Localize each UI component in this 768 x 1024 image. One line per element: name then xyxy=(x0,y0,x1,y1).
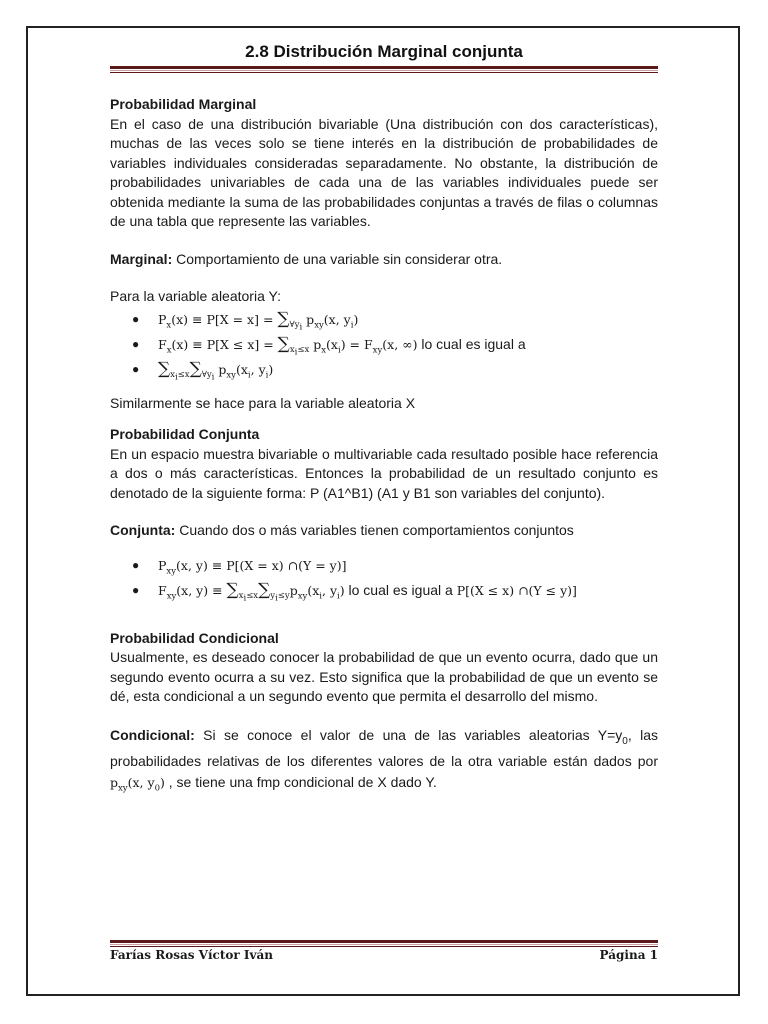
conjunta-def-label: Conjunta: xyxy=(110,522,176,538)
condicional-def-text-a: Si se conoce el valor de una de las variables aleatorias Y=y xyxy=(194,726,623,743)
bullet-icon: ● xyxy=(132,582,140,597)
conjunta-definition xyxy=(110,521,658,541)
bullet-icon: ● xyxy=(132,336,140,351)
page-title: 2.8 Distribución Marginal conjunta xyxy=(245,42,523,61)
marginal-formula-1: ● $P_x(x) \equiv P[X = x] = \sum_{\forall y_i}$ $p_{xy}(x$, $y_i$) xyxy=(132,308,359,333)
marginal-intro: Para la variable aleatoria Y: xyxy=(110,288,281,304)
marginal-heading: Probabilidad Marginal xyxy=(110,96,257,112)
footer-rule xyxy=(110,940,658,947)
marginal-closing: Similarmente se hace para la variable aleatoria X xyxy=(110,394,416,411)
marginal-definition xyxy=(110,250,658,270)
footer-page-number: Página 1 xyxy=(599,948,658,962)
conjunta-def-text: Cuando dos o más variables tienen comportamientos conjuntos xyxy=(175,522,574,538)
marginal-formula-2: ● $F_x(x) \equiv P[X \le x] = \sum_{x_i\le x}$ $p_x(x_i) = F_{xy}(x$, ∞) lo cual es igual a xyxy=(132,333,526,358)
footer-author: Farías Rosas Víctor Iván xyxy=(110,948,273,962)
bullet-icon: ● xyxy=(132,557,140,572)
condicional-heading: Probabilidad Condicional xyxy=(110,629,279,646)
condicional-def-label: Condicional: xyxy=(110,726,195,743)
bullet-icon: ● xyxy=(132,311,140,326)
condicional-def-text-b: , las probabilidades relativas de los diferentes valores de la otra variable están dados por xyxy=(110,726,659,770)
condicional-def-text-c: , se tiene una fmp condicional de X dado Y. xyxy=(164,774,437,791)
condicional-def-sub: 0 xyxy=(622,735,628,747)
conjunta-heading: Probabilidad Conjunta xyxy=(110,426,260,442)
conjunta-f2-suffix: lo cual es igual a xyxy=(344,581,457,598)
condicional-paragraph: Usualmente, es deseado conocer la probabilidad de que un evento ocurra, dado que un segundo evento ocurra a su vez. Esto significa que la probabilidad de que un evento se dé, esta condicional a un segundo evento que permita el desarrollo del mismo. xyxy=(110,649,658,704)
marginal-def-text: Comportamiento de una variable sin considerar otra. xyxy=(172,250,503,267)
condicional-definition: Condicional: Si se conoce el valor de una de las variables aleatorias $Y=y_0$, las probabilidades relativas de los diferentes valores de la otra variable están dados por $p_{xy}(x$, $y_0$) , se tiene una fmp condicional de X dado Y. xyxy=(110,726,659,794)
conjunta-formula-1: ● $P_{xy}(x$, y) ≡ P[(X = x) ∩(Y = y)] xyxy=(132,553,658,578)
page-footer xyxy=(110,948,658,962)
header-rule xyxy=(110,66,658,73)
bullet-icon: ● xyxy=(132,361,140,376)
marginal-formula-3: ● $\sum_{x_i\le x}\sum_{\forall y_i}$ $p_{xy}(x_i$, $y_i$) xyxy=(132,358,274,383)
document-body xyxy=(110,95,658,800)
marginal-f2-suffix: lo cual es igual a xyxy=(417,335,526,352)
marginal-def-label: Marginal: xyxy=(110,250,173,267)
marginal-paragraph: En el caso de una distribución bivariable (Una distribución con dos características), muchas de las veces solo se tiene interés en la distribución de probabilidades de variables individuales consideradas separadamente. No obstante, la distribución de probabilidades univariables de cada una de las variables individuales puede ser obtenida mediante la suma de las probabilidades conjuntas a través de filas o columnas de una tabla que represente las variables. xyxy=(110,115,658,229)
conjunta-paragraph: En un espacio muestra bivariable o multivariable cada resultado posible hace referencia a dos o más características. Entonces la probabilidad de un resultado conjunto es denotado de la siguiente forma: P (A1^B1) (A1 y B1 son variables del conjunto). xyxy=(110,445,658,501)
conjunta-formula-2: ● $F_{xy}(x$, $y) \equiv \sum_{x_i\le x}\sum_{y_i\le y}p_{xy}(x_i$, $y_i$) lo cual es igual a P[(X ≤ x) ∩(Y ≤ y)] xyxy=(132,579,577,604)
